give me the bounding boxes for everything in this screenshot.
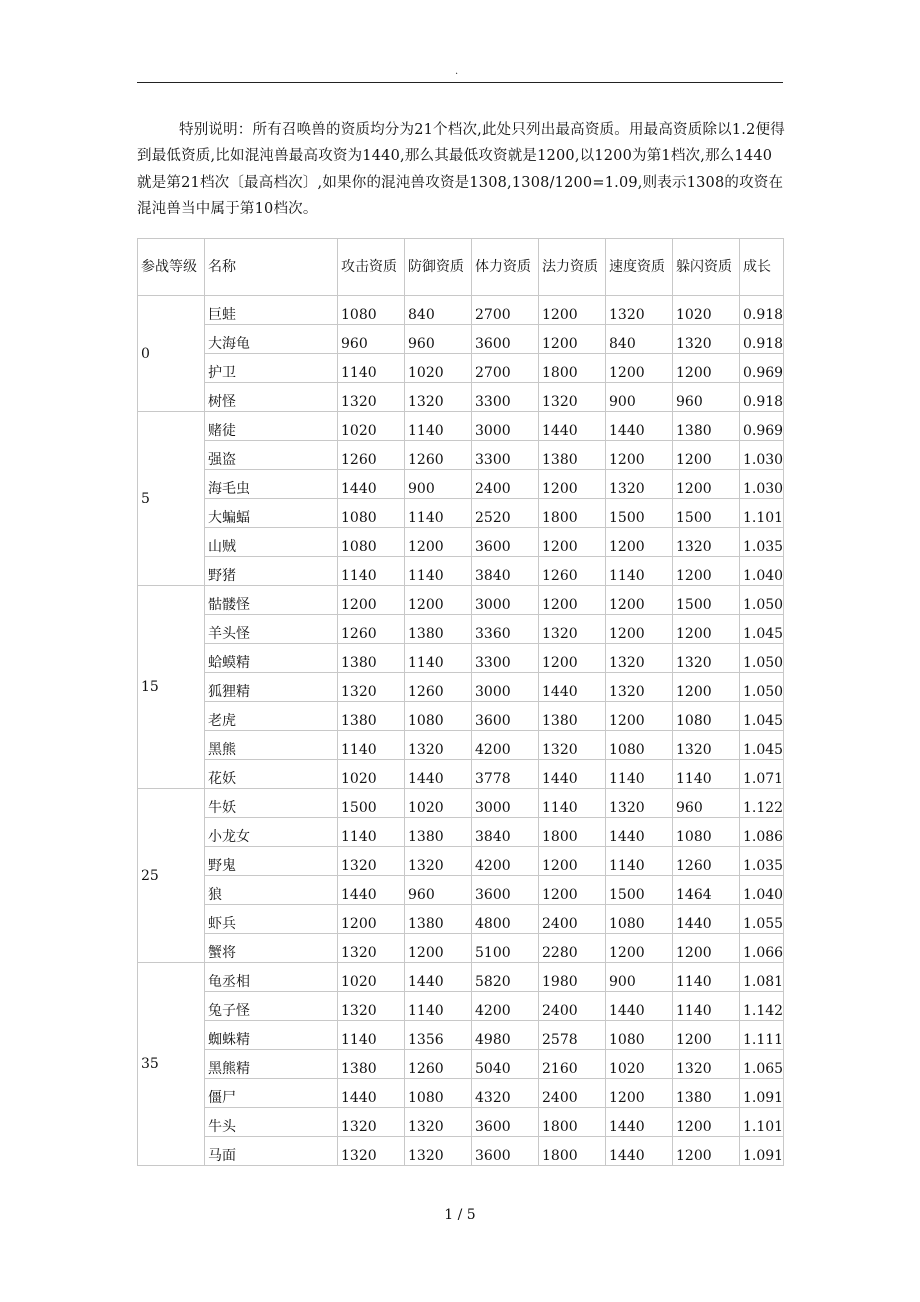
stat-cell: 1800 xyxy=(539,1108,606,1137)
header-mark: . xyxy=(455,66,459,77)
table-row xyxy=(138,673,784,702)
stat-cell: 1320 xyxy=(338,1108,405,1137)
stat-cell: 1140 xyxy=(338,818,405,847)
pet-name-cell: 蟹将 xyxy=(205,934,338,963)
stat-cell: 1320 xyxy=(338,673,405,702)
stat-cell: 1380 xyxy=(539,702,606,731)
stat-cell: 3600 xyxy=(472,325,539,354)
column-header: 参战等级 xyxy=(138,239,205,296)
table-row xyxy=(138,934,784,963)
stat-cell: 3600 xyxy=(472,1137,539,1166)
stat-cell: 3000 xyxy=(472,586,539,615)
stat-cell: 3840 xyxy=(472,557,539,586)
table-row xyxy=(138,992,784,1021)
stat-cell: 0.969 xyxy=(740,412,784,441)
stat-cell: 1200 xyxy=(606,702,673,731)
stat-cell: 1380 xyxy=(673,1079,740,1108)
stat-cell: 1200 xyxy=(539,644,606,673)
level-cell: 5 xyxy=(138,412,205,586)
table-row xyxy=(138,325,784,354)
table-body xyxy=(138,296,784,1166)
stat-cell: 1320 xyxy=(338,992,405,1021)
column-header: 速度资质 xyxy=(606,239,673,296)
stat-cell: 1.050 xyxy=(740,673,784,702)
stat-cell: 1140 xyxy=(338,731,405,760)
stat-cell: 1.122 xyxy=(740,789,784,818)
stat-cell: 1140 xyxy=(606,557,673,586)
header-rule xyxy=(137,82,783,83)
table-row xyxy=(138,789,784,818)
stat-cell: 1080 xyxy=(673,818,740,847)
pet-name-cell: 强盗 xyxy=(205,441,338,470)
stat-cell: 2400 xyxy=(472,470,539,499)
stat-cell: 960 xyxy=(673,383,740,412)
stat-cell: 1320 xyxy=(405,847,472,876)
pet-name-cell: 树怪 xyxy=(205,383,338,412)
stat-cell: 1.035 xyxy=(740,528,784,557)
stat-cell: 1020 xyxy=(405,789,472,818)
stat-cell: 1.050 xyxy=(740,644,784,673)
pet-name-cell: 黑熊精 xyxy=(205,1050,338,1079)
stat-cell: 1.081 xyxy=(740,963,784,992)
stat-cell: 1.055 xyxy=(740,905,784,934)
level-cell: 35 xyxy=(138,963,205,1166)
stat-cell: 1440 xyxy=(539,412,606,441)
stat-cell: 1.101 xyxy=(740,1108,784,1137)
stat-cell: 1320 xyxy=(673,325,740,354)
stat-cell: 1380 xyxy=(405,818,472,847)
pet-name-cell: 大海龟 xyxy=(205,325,338,354)
stat-cell: 3600 xyxy=(472,528,539,557)
stat-cell: 1.045 xyxy=(740,702,784,731)
stat-cell: 1260 xyxy=(673,847,740,876)
stat-cell: 1080 xyxy=(606,905,673,934)
stat-cell: 1200 xyxy=(405,528,472,557)
stat-cell: 1320 xyxy=(539,383,606,412)
stat-cell: 1500 xyxy=(673,586,740,615)
stat-cell: 1080 xyxy=(606,731,673,760)
stat-cell: 1200 xyxy=(338,905,405,934)
stat-cell: 1200 xyxy=(673,1137,740,1166)
stat-cell: 1140 xyxy=(338,1021,405,1050)
table-row xyxy=(138,963,784,992)
stat-cell: 1.050 xyxy=(740,586,784,615)
stat-cell: 1020 xyxy=(405,354,472,383)
stat-cell: 1.030 xyxy=(740,470,784,499)
stat-cell: 1260 xyxy=(338,615,405,644)
pet-name-cell: 护卫 xyxy=(205,354,338,383)
stat-cell: 1440 xyxy=(405,760,472,789)
stat-cell: 1.035 xyxy=(740,847,784,876)
table-row xyxy=(138,731,784,760)
stat-cell: 1500 xyxy=(338,789,405,818)
stat-cell: 1440 xyxy=(338,470,405,499)
stat-cell: 4200 xyxy=(472,731,539,760)
table-row xyxy=(138,470,784,499)
stat-cell: 1.040 xyxy=(740,876,784,905)
table-row xyxy=(138,528,784,557)
stat-cell: 1.045 xyxy=(740,615,784,644)
stat-cell: 1200 xyxy=(673,1108,740,1137)
stat-cell: 1200 xyxy=(539,847,606,876)
stat-cell: 1080 xyxy=(338,296,405,325)
stat-cell: 1200 xyxy=(673,673,740,702)
stat-cell: 0.918 xyxy=(740,383,784,412)
stat-cell: 1200 xyxy=(673,615,740,644)
table-row xyxy=(138,1079,784,1108)
stat-cell: 3600 xyxy=(472,1108,539,1137)
stat-cell: 1.030 xyxy=(740,441,784,470)
stat-cell: 1260 xyxy=(338,441,405,470)
pet-name-cell: 骷髅怪 xyxy=(205,586,338,615)
stat-cell: 1140 xyxy=(673,992,740,1021)
pet-name-cell: 蜘蛛精 xyxy=(205,1021,338,1050)
stat-cell: 960 xyxy=(405,325,472,354)
stat-cell: 1200 xyxy=(673,470,740,499)
stat-cell: 1200 xyxy=(606,354,673,383)
stat-cell: 1380 xyxy=(673,412,740,441)
stat-cell: 1440 xyxy=(606,992,673,1021)
table-row xyxy=(138,702,784,731)
stat-cell: 1440 xyxy=(606,1137,673,1166)
stat-cell: 1200 xyxy=(673,441,740,470)
stat-cell: 1380 xyxy=(338,1050,405,1079)
table-row xyxy=(138,644,784,673)
column-header: 法力资质 xyxy=(539,239,606,296)
stat-cell: 1020 xyxy=(606,1050,673,1079)
stat-cell: 3000 xyxy=(472,412,539,441)
stat-cell: 1320 xyxy=(405,731,472,760)
stat-cell: 1380 xyxy=(405,905,472,934)
stat-cell: 900 xyxy=(405,470,472,499)
stat-cell: 1200 xyxy=(673,557,740,586)
stat-cell: 1320 xyxy=(673,1050,740,1079)
table-row xyxy=(138,441,784,470)
stat-cell: 2160 xyxy=(539,1050,606,1079)
stat-cell: 1080 xyxy=(338,499,405,528)
level-cell: 25 xyxy=(138,789,205,963)
stat-cell: 1.045 xyxy=(740,731,784,760)
pet-name-cell: 僵尸 xyxy=(205,1079,338,1108)
pet-name-cell: 老虎 xyxy=(205,702,338,731)
stat-cell: 1320 xyxy=(338,934,405,963)
table-row xyxy=(138,354,784,383)
stat-cell: 1320 xyxy=(606,296,673,325)
stat-cell: 1200 xyxy=(405,586,472,615)
stat-cell: 3000 xyxy=(472,673,539,702)
stat-cell: 5100 xyxy=(472,934,539,963)
stat-cell: 1.111 xyxy=(740,1021,784,1050)
level-cell: 15 xyxy=(138,586,205,789)
pet-name-cell: 马面 xyxy=(205,1137,338,1166)
stat-cell: 1440 xyxy=(539,760,606,789)
stat-cell: 1800 xyxy=(539,1137,606,1166)
stat-cell: 1020 xyxy=(338,963,405,992)
page-number: 1 / 5 xyxy=(444,1207,476,1223)
stat-cell: 1080 xyxy=(673,702,740,731)
column-header: 成长 xyxy=(740,239,784,296)
stat-cell: 1440 xyxy=(539,673,606,702)
stat-cell: 2520 xyxy=(472,499,539,528)
stat-cell: 2700 xyxy=(472,296,539,325)
stat-cell: 2400 xyxy=(539,1079,606,1108)
stat-cell: 3778 xyxy=(472,760,539,789)
pet-name-cell: 山贼 xyxy=(205,528,338,557)
stat-cell: 1.086 xyxy=(740,818,784,847)
stat-cell: 2400 xyxy=(539,992,606,1021)
stat-cell: 3360 xyxy=(472,615,539,644)
stat-cell: 4800 xyxy=(472,905,539,934)
stat-cell: 1380 xyxy=(405,615,472,644)
table-row xyxy=(138,1021,784,1050)
stat-cell: 1320 xyxy=(405,1137,472,1166)
stat-cell: 1320 xyxy=(338,1137,405,1166)
stat-cell: 1200 xyxy=(539,586,606,615)
pet-name-cell: 蛤蟆精 xyxy=(205,644,338,673)
stat-cell: 1320 xyxy=(606,470,673,499)
stat-cell: 1320 xyxy=(405,383,472,412)
stat-cell: 3000 xyxy=(472,789,539,818)
table-row xyxy=(138,412,784,441)
stat-cell: 1140 xyxy=(338,557,405,586)
stat-cell: 2280 xyxy=(539,934,606,963)
stat-cell: 1440 xyxy=(606,1108,673,1137)
stat-cell: 1200 xyxy=(606,441,673,470)
stat-cell: 1.066 xyxy=(740,934,784,963)
stat-cell: 1.071 xyxy=(740,760,784,789)
table-row xyxy=(138,499,784,528)
stat-cell: 840 xyxy=(606,325,673,354)
stat-cell: 1464 xyxy=(673,876,740,905)
stat-cell: 1356 xyxy=(405,1021,472,1050)
pet-name-cell: 虾兵 xyxy=(205,905,338,934)
stat-cell: 1320 xyxy=(673,731,740,760)
stat-cell: 1500 xyxy=(673,499,740,528)
table-row xyxy=(138,905,784,934)
column-header: 躲闪资质 xyxy=(673,239,740,296)
stat-cell: 1080 xyxy=(338,528,405,557)
pet-name-cell: 龟丞相 xyxy=(205,963,338,992)
stat-cell: 1260 xyxy=(405,673,472,702)
pet-name-cell: 赌徒 xyxy=(205,412,338,441)
stat-cell: 1200 xyxy=(606,586,673,615)
pet-name-cell: 小龙女 xyxy=(205,818,338,847)
pet-name-cell: 狼 xyxy=(205,876,338,905)
stat-cell: 840 xyxy=(405,296,472,325)
stat-cell: 1020 xyxy=(673,296,740,325)
stat-cell: 1140 xyxy=(405,992,472,1021)
table-row xyxy=(138,760,784,789)
stat-cell: 1500 xyxy=(606,499,673,528)
stat-cell: 4200 xyxy=(472,992,539,1021)
stat-cell: 4320 xyxy=(472,1079,539,1108)
stat-cell: 1020 xyxy=(338,412,405,441)
stat-cell: 1320 xyxy=(539,615,606,644)
stat-cell: 1800 xyxy=(539,818,606,847)
stat-cell: 1500 xyxy=(606,876,673,905)
stat-cell: 960 xyxy=(673,789,740,818)
stat-cell: 1320 xyxy=(405,1108,472,1137)
pet-name-cell: 黑熊 xyxy=(205,731,338,760)
stat-cell: 1140 xyxy=(606,847,673,876)
stat-cell: 1200 xyxy=(539,296,606,325)
stat-cell: 1980 xyxy=(539,963,606,992)
pet-name-cell: 野猪 xyxy=(205,557,338,586)
stat-cell: 1320 xyxy=(673,528,740,557)
stat-cell: 1440 xyxy=(405,963,472,992)
stat-cell: 1200 xyxy=(606,934,673,963)
stat-cell: 1200 xyxy=(338,586,405,615)
stat-cell: 2578 xyxy=(539,1021,606,1050)
stat-cell: 1.040 xyxy=(740,557,784,586)
table-row xyxy=(138,1137,784,1166)
stat-cell: 5040 xyxy=(472,1050,539,1079)
stat-cell: 2400 xyxy=(539,905,606,934)
stat-cell: 1140 xyxy=(606,760,673,789)
stat-cell: 1200 xyxy=(673,1021,740,1050)
stat-cell: 2700 xyxy=(472,354,539,383)
stat-cell: 960 xyxy=(338,325,405,354)
stat-cell: 1440 xyxy=(338,1079,405,1108)
stat-cell: 1800 xyxy=(539,354,606,383)
stat-cell: 1140 xyxy=(405,644,472,673)
table-row xyxy=(138,383,784,412)
stat-cell: 3300 xyxy=(472,441,539,470)
stat-cell: 1320 xyxy=(606,673,673,702)
table-row xyxy=(138,847,784,876)
stat-cell: 1.091 xyxy=(740,1137,784,1166)
table-row xyxy=(138,557,784,586)
stat-cell: 1260 xyxy=(405,441,472,470)
stat-cell: 1320 xyxy=(606,789,673,818)
stat-cell: 1200 xyxy=(539,876,606,905)
stat-cell: 1200 xyxy=(606,615,673,644)
table-row xyxy=(138,1108,784,1137)
stat-cell: 0.918 xyxy=(740,325,784,354)
stat-cell: 1020 xyxy=(338,760,405,789)
stat-cell: 1260 xyxy=(405,1050,472,1079)
table-row xyxy=(138,876,784,905)
table-row xyxy=(138,296,784,325)
table-row xyxy=(138,818,784,847)
stat-cell: 1140 xyxy=(539,789,606,818)
stat-cell: 3300 xyxy=(472,383,539,412)
stat-cell: 5820 xyxy=(472,963,539,992)
pet-name-cell: 牛妖 xyxy=(205,789,338,818)
stat-cell: 1440 xyxy=(673,905,740,934)
column-header: 攻击资质 xyxy=(338,239,405,296)
pet-name-cell: 兔子怪 xyxy=(205,992,338,1021)
pet-name-cell: 羊头怪 xyxy=(205,615,338,644)
stat-cell: 1200 xyxy=(539,325,606,354)
table-row xyxy=(138,615,784,644)
stat-cell: 1320 xyxy=(338,847,405,876)
stat-cell: 1200 xyxy=(673,934,740,963)
table-row xyxy=(138,586,784,615)
stat-cell: 1200 xyxy=(606,528,673,557)
stat-cell: 1140 xyxy=(673,963,740,992)
stat-cell: 1080 xyxy=(405,1079,472,1108)
stat-cell: 3600 xyxy=(472,876,539,905)
stat-cell: 4200 xyxy=(472,847,539,876)
stat-cell: 3840 xyxy=(472,818,539,847)
stat-cell: 900 xyxy=(606,383,673,412)
stat-cell: 900 xyxy=(606,963,673,992)
stat-cell: 1440 xyxy=(338,876,405,905)
stat-cell: 1.101 xyxy=(740,499,784,528)
stat-cell: 3300 xyxy=(472,644,539,673)
stat-cell: 1140 xyxy=(673,760,740,789)
level-cell: 0 xyxy=(138,296,205,412)
stat-cell: 1200 xyxy=(673,354,740,383)
stat-cell: 1200 xyxy=(539,528,606,557)
stat-cell: 1.142 xyxy=(740,992,784,1021)
stat-cell: 1080 xyxy=(405,702,472,731)
stat-cell: 1.091 xyxy=(740,1079,784,1108)
stat-cell: 1080 xyxy=(606,1021,673,1050)
stat-cell: 0.969 xyxy=(740,354,784,383)
pet-name-cell: 野鬼 xyxy=(205,847,338,876)
pet-name-cell: 巨蛙 xyxy=(205,296,338,325)
stat-cell: 1320 xyxy=(606,644,673,673)
stat-cell: 1320 xyxy=(673,644,740,673)
stat-cell: 1440 xyxy=(606,412,673,441)
stat-cell: 1320 xyxy=(338,383,405,412)
column-header: 名称 xyxy=(205,239,338,296)
pet-name-cell: 大蝙蝠 xyxy=(205,499,338,528)
stat-cell: 1200 xyxy=(606,1079,673,1108)
stat-cell: 1200 xyxy=(539,470,606,499)
column-header: 防御资质 xyxy=(405,239,472,296)
stat-cell: 1200 xyxy=(405,934,472,963)
stat-cell: 1140 xyxy=(338,354,405,383)
intro-paragraph: 特别说明：所有召唤兽的资质均分为21个档次,此处只列出最高资质。用最高资质除以1.2便得到最低资质,比如混沌兽最高攻资为1440,那么其最低攻资就是1200,以1200为第1档次,那么1440就是第21档次〔最高档次〕,如果你的混沌兽攻资是1308,1308/1200=1.09,则表示1308的攻资在混沌兽当中属于第10档次。 xyxy=(137,122,785,217)
stat-cell: 1380 xyxy=(539,441,606,470)
stat-cell: 4980 xyxy=(472,1021,539,1050)
stat-cell: 1140 xyxy=(405,412,472,441)
stat-cell: 1380 xyxy=(338,644,405,673)
stat-cell: 1440 xyxy=(606,818,673,847)
stat-cell: 1140 xyxy=(405,499,472,528)
stat-cell: 1320 xyxy=(539,731,606,760)
stat-cell: 1140 xyxy=(405,557,472,586)
table-header-row xyxy=(138,239,784,296)
column-header: 体力资质 xyxy=(472,239,539,296)
stat-cell: 3600 xyxy=(472,702,539,731)
stat-cell: 1800 xyxy=(539,499,606,528)
pet-name-cell: 花妖 xyxy=(205,760,338,789)
stat-cell: 960 xyxy=(405,876,472,905)
stat-cell: 1260 xyxy=(539,557,606,586)
table-row xyxy=(138,1050,784,1079)
pet-name-cell: 狐狸精 xyxy=(205,673,338,702)
stat-cell: 0.918 xyxy=(740,296,784,325)
pet-stats-table xyxy=(137,238,784,1166)
stat-cell: 1.065 xyxy=(740,1050,784,1079)
pet-name-cell: 牛头 xyxy=(205,1108,338,1137)
stat-cell: 1380 xyxy=(338,702,405,731)
pet-name-cell: 海毛虫 xyxy=(205,470,338,499)
